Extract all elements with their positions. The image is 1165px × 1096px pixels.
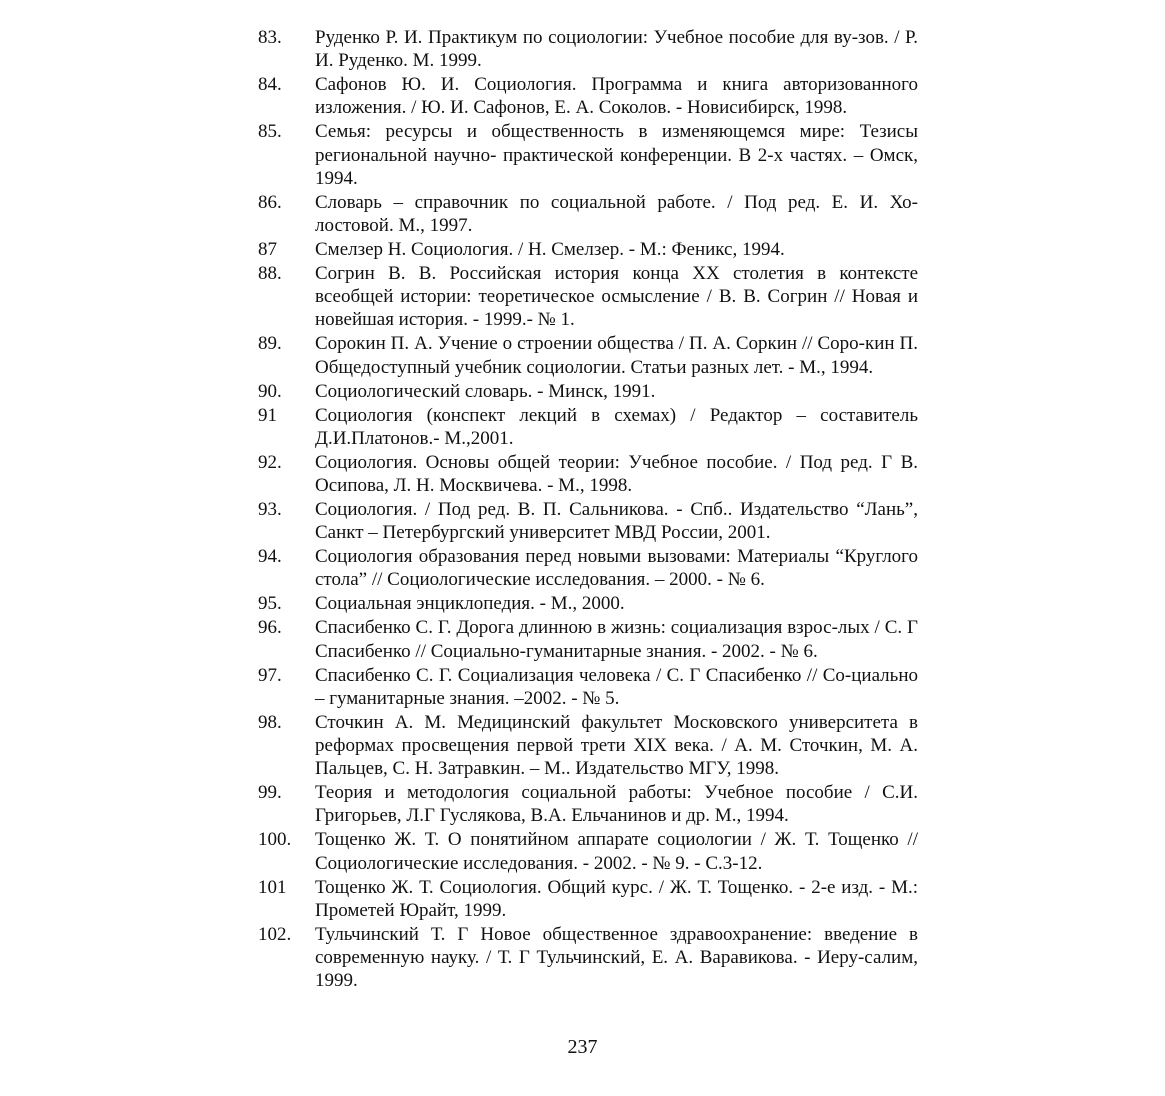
reference-item <box>258 781 918 827</box>
reference-number: 98. <box>258 711 282 733</box>
reference-text: Сорокин П. А. Учение о строении общества / П. А. Соркин // Соро-кин П. Общедоступный учебник социологии. Статьи разных лет. - М., 1994. <box>315 333 918 378</box>
reference-text: Теория и методология социальной работы: Учебное пособие / С.И. Григорьев, Л.Г Гуслякова, В.А. Ельчанинов и др. М., 1994. <box>315 782 918 827</box>
reference-number: 90. <box>258 380 282 402</box>
reference-text: Спасибенко С. Г. Социализация человека / С. Г Спасибенко // Со-циально – гуманитарные знания. –2002. - № 5. <box>315 664 918 709</box>
reference-number: 94. <box>258 546 282 568</box>
reference-number: 101 <box>258 876 287 898</box>
reference-list <box>258 26 918 993</box>
reference-text: Семья: ресурсы и общественность в изменяющемся мире: Тезисы региональной научно- практической конференции. В 2-х частях. – Омск, 1994. <box>315 121 918 189</box>
reference-item <box>258 498 918 544</box>
reference-number: 84. <box>258 74 282 96</box>
reference-text: Спасибенко С. Г. Дорога длинною в жизнь: социализация взрос-лых / С. Г Спасибенко // Социально-гуманитарные знания. - 2002. - № 6. <box>315 617 918 662</box>
reference-number: 100. <box>258 829 292 851</box>
reference-number: 102. <box>258 923 292 945</box>
reference-number: 85. <box>258 121 282 143</box>
reference-text: Социальная энциклопедия. - М., 2000. <box>315 593 625 615</box>
reference-text: Тощенко Ж. Т. О понятийном аппарате социологии / Ж. Т. Тощенко // Социологические исследования. - 2002. - № 9. - С.3-12. <box>315 829 918 874</box>
reference-text: Сточкин А. М. Медицинский факультет Московского университета в реформах просвещения первой трети XIX века. / А. М. Сточкин, М. А. Пальцев, С. Н. Затравкин. – М.. Издательство МГУ, 1998. <box>315 711 918 780</box>
reference-item <box>258 828 918 874</box>
page-number: 237 <box>567 1036 598 1058</box>
reference-number: 95. <box>258 593 282 615</box>
reference-text: Сафонов Ю. И. Социология. Программа и книга авторизованного изложения. / Ю. И. Сафонов, Е. А. Соколов. - Новисибирск, 1998. <box>315 74 918 119</box>
reference-item <box>258 664 918 710</box>
reference-text: Социология. / Под ред. В. П. Сальникова. - Спб.. Издательство “Лань”, Санкт – Петербургский университет МВД России, 2001. <box>315 499 918 544</box>
reference-item <box>258 332 918 378</box>
reference-item <box>258 711 918 781</box>
reference-text: Тульчинский Т. Г Новое общественное здравоохранение: введение в современную науку. / Т. Г Тульчинский, Е. А. Варавикова. - Иеру-салим, 1999. <box>315 923 918 992</box>
reference-number: 93. <box>258 499 282 521</box>
reference-item <box>258 191 918 237</box>
reference-number: 87 <box>258 239 277 261</box>
reference-text: Тощенко Ж. Т. Социология. Общий курс. / Ж. Т. Тощенко. - 2-е изд. - М.: Прометей Юрайт, 1999. <box>315 876 918 921</box>
reference-item <box>258 616 918 662</box>
reference-number: 86. <box>258 191 282 213</box>
reference-item <box>258 262 918 332</box>
reference-number: 91 <box>258 404 277 426</box>
reference-text: Руденко Р. И. Практикум по социологии: Учебное пособие для ву-зов. / Р. И. Руденко. М. 1999. <box>315 27 918 72</box>
reference-number: 96. <box>258 617 282 639</box>
reference-item <box>258 592 918 615</box>
reference-number: 88. <box>258 263 282 285</box>
reference-text: Согрин В. В. Российская история конца XX столетия в контексте всеобщей истории: теоретическое осмысление / В. В. Согрин // Новая и новейшая история. - 1999.- № 1. <box>315 263 918 331</box>
reference-text: Социология. Основы общей теории: Учебное пособие. / Под ред. Г В. Осипова, Л. Н. Москвичева. - М., 1998. <box>315 451 918 497</box>
reference-text: Социология образования перед новыми вызовами: Материалы “Круглого стола” // Социологические исследования. – 2000. - № 6. <box>315 546 918 591</box>
reference-item <box>258 545 918 591</box>
reference-item <box>258 238 918 261</box>
reference-text: Социология (конспект лекций в схемах) / Редактор – составитель Д.И.Платонов.- М.,2001. <box>315 404 918 449</box>
reference-number: 97. <box>258 664 282 686</box>
reference-text: Словарь – справочник по социальной работе. / Под ред. Е. И. Хо-лостовой. М., 1997. <box>315 191 918 237</box>
reference-item <box>258 923 918 993</box>
reference-number: 99. <box>258 782 282 804</box>
reference-item <box>258 876 918 922</box>
reference-number: 83. <box>258 27 282 48</box>
reference-text: Социологический словарь. - Минск, 1991. <box>315 380 656 402</box>
reference-item <box>258 451 918 497</box>
reference-item <box>258 404 918 450</box>
reference-text: Смелзер Н. Социология. / Н. Смелзер. - М.: Феникс, 1994. <box>315 239 785 261</box>
reference-number: 92. <box>258 451 282 473</box>
reference-number: 89. <box>258 333 282 355</box>
reference-item <box>258 380 918 403</box>
reference-item <box>258 26 918 72</box>
reference-item <box>258 120 918 190</box>
reference-item <box>258 73 918 119</box>
